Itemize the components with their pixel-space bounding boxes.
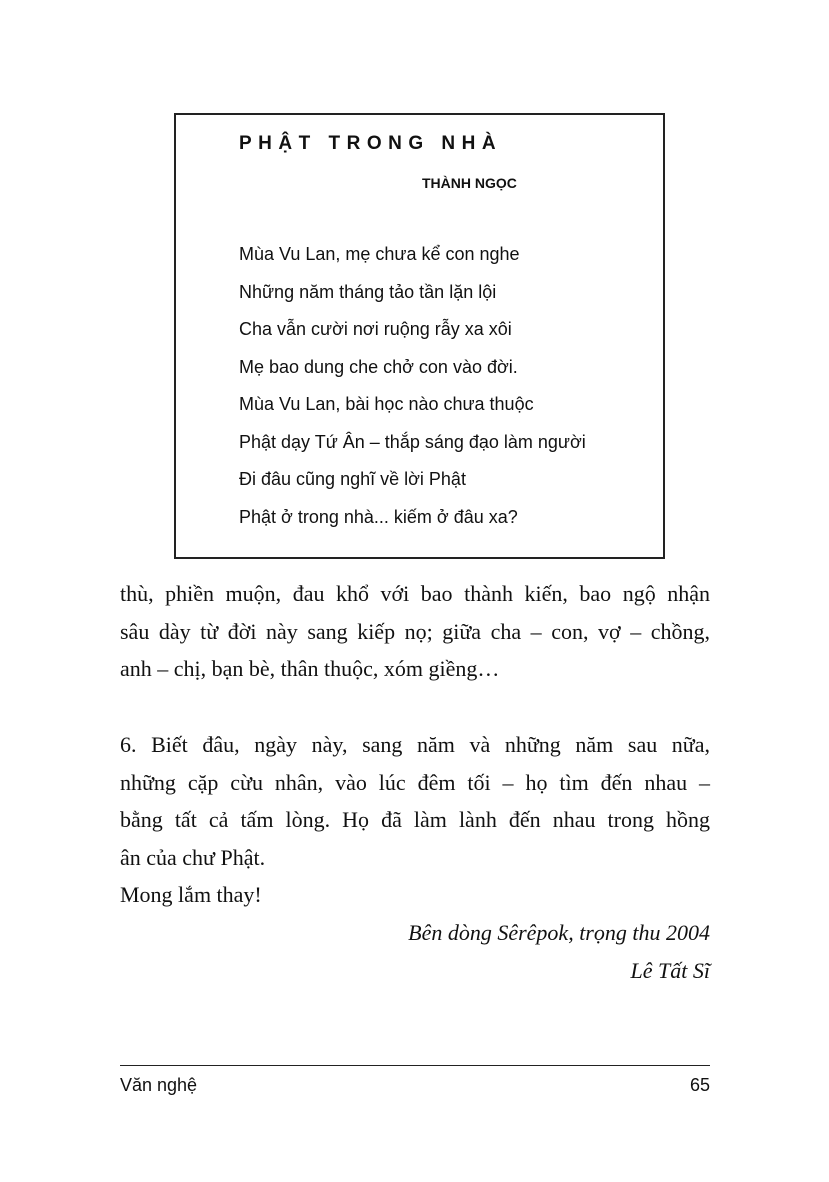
body-line: ân của chư Phật. (120, 844, 266, 870)
poem-line: Mùa Vu Lan, mẹ chưa kể con nghe (239, 244, 520, 264)
body-line: thù, phiền muộn, đau khổ với bao thành kiến, bao ngộ nhận (120, 581, 710, 606)
poem-box (174, 113, 665, 559)
signature-place: Bên dòng Sêrêpok, trọng thu 2004 (408, 920, 710, 945)
poem-line: Mùa Vu Lan, bài học nào chưa thuộc (239, 394, 534, 414)
body-line: sâu dày từ đời này sang kiếp nọ; giữa cha – con, vợ – chồng, (120, 618, 710, 644)
footer-section: Văn nghệ (120, 1075, 198, 1095)
poem-author: THÀNH NGỌC (422, 175, 517, 191)
page-number: 65 (689, 1075, 710, 1095)
poem-line: Đi đâu cũng nghĩ về lời Phật (239, 469, 466, 489)
body-line: những cặp cừu nhân, vào lúc đêm tối – họ tìm đến nhau – (120, 769, 710, 795)
footer-divider (120, 1065, 710, 1066)
closing-line: Mong lắm thay! (120, 882, 262, 907)
body-paragraph-1 (120, 575, 710, 688)
poem-line: Phật ở trong nhà... kiếm ở đâu xa? (239, 506, 518, 527)
body-line: anh – chị, bạn bè, thân thuộc, xóm giềng… (120, 656, 500, 681)
poem-lines (239, 241, 586, 541)
poem-line: Những năm tháng tảo tần lặn lội (239, 281, 497, 302)
poem-line: Mẹ bao dung che chở con vào đời. (239, 356, 518, 377)
poem-title: PHẬT TRONG NHÀ (239, 133, 503, 154)
poem-line: Phật dạy Tứ Ân – thắp sáng đạo làm người (239, 431, 586, 452)
poem-line: Cha vẫn cười nơi ruộng rẫy xa xôi (239, 319, 512, 339)
body-line: bằng tất cả tấm lòng. Họ đã làm lành đến nhau trong hồng (120, 807, 710, 832)
body-line: 6. Biết đâu, ngày này, sang năm và những năm sau nữa, (120, 732, 710, 757)
signature-name: Lê Tất Sĩ (630, 958, 710, 983)
body-paragraph-2 (120, 726, 710, 876)
